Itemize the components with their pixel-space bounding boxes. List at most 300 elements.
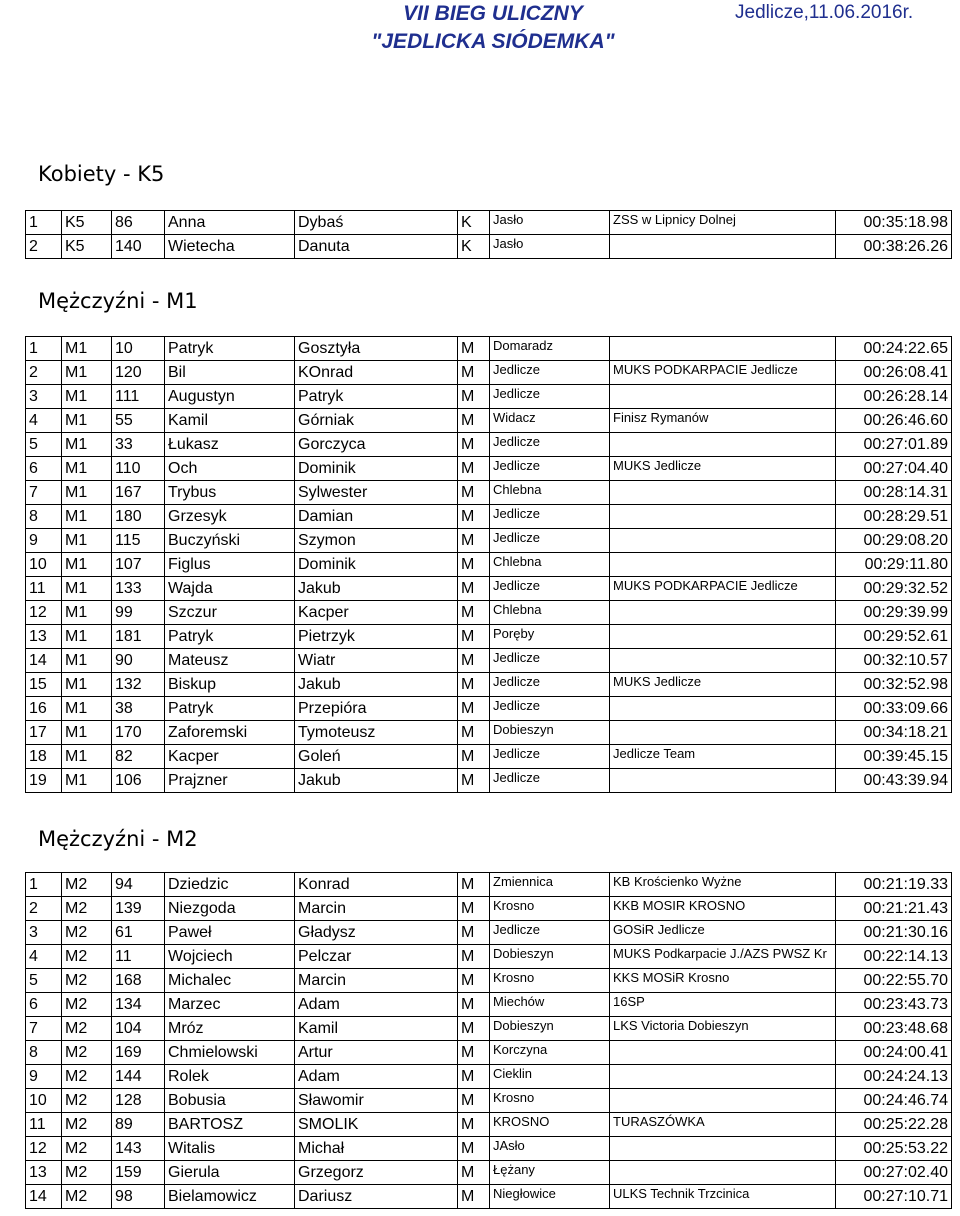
first-name-cell: Witalis [165,1137,295,1161]
time-cell: 00:24:22.65 [836,337,952,361]
city-cell: Cieklin [490,1065,610,1089]
bib-cell: 134 [112,993,165,1017]
club-cell: LKS Victoria Dobieszyn [610,1017,836,1041]
city-cell: Chlebna [490,553,610,577]
city-cell: Jedlicze [490,457,610,481]
bib-cell: 61 [112,921,165,945]
time-cell: 00:33:09.66 [836,697,952,721]
bib-cell: 89 [112,1113,165,1137]
gender-cell: M [458,601,490,625]
gender-cell: M [458,993,490,1017]
last-name-cell: Danuta [295,235,458,259]
gender-cell: M [458,697,490,721]
bib-cell: 98 [112,1185,165,1209]
category-cell: M2 [62,1185,112,1209]
place-cell: 2 [26,235,62,259]
place-cell: 4 [26,945,62,969]
last-name-cell: Jakub [295,673,458,697]
bib-cell: 115 [112,529,165,553]
bib-cell: 33 [112,433,165,457]
last-name-cell: KOnrad [295,361,458,385]
bib-cell: 104 [112,1017,165,1041]
club-cell [610,385,836,409]
bib-cell: 55 [112,409,165,433]
bib-cell: 132 [112,673,165,697]
gender-cell: M [458,945,490,969]
time-cell: 00:28:29.51 [836,505,952,529]
table-row [26,505,952,529]
bib-cell: 107 [112,553,165,577]
first-name-cell: Wojciech [165,945,295,969]
section-title-m1: Mężczyźni - M1 [38,289,198,313]
club-cell [610,697,836,721]
club-cell [610,481,836,505]
bib-cell: 180 [112,505,165,529]
last-name-cell: Wiatr [295,649,458,673]
table-row [26,601,952,625]
category-cell: M1 [62,505,112,529]
time-cell: 00:27:10.71 [836,1185,952,1209]
gender-cell: M [458,1113,490,1137]
gender-cell: M [458,1041,490,1065]
club-cell [610,235,836,259]
city-cell: JAsło [490,1137,610,1161]
table-row [26,481,952,505]
time-cell: 00:21:19.33 [836,873,952,897]
first-name-cell: Buczyński [165,529,295,553]
time-cell: 00:22:14.13 [836,945,952,969]
table-row [26,1065,952,1089]
category-cell: M1 [62,529,112,553]
table-row [26,409,952,433]
first-name-cell: Gierula [165,1161,295,1185]
category-cell: M1 [62,337,112,361]
first-name-cell: Szczur [165,601,295,625]
last-name-cell: Sylwester [295,481,458,505]
first-name-cell: Marzec [165,993,295,1017]
table-row [26,1113,952,1137]
first-name-cell: Bielamowicz [165,1185,295,1209]
last-name-cell: Sławomir [295,1089,458,1113]
last-name-cell: Damian [295,505,458,529]
place-cell: 8 [26,505,62,529]
place-cell: 17 [26,721,62,745]
gender-cell: M [458,553,490,577]
last-name-cell: Dybaś [295,211,458,235]
category-cell: M1 [62,577,112,601]
table-row [26,1137,952,1161]
bib-cell: 168 [112,969,165,993]
bib-cell: 82 [112,745,165,769]
gender-cell: K [458,235,490,259]
category-cell: M1 [62,745,112,769]
time-cell: 00:29:39.99 [836,601,952,625]
gender-cell: M [458,673,490,697]
city-cell: Dobieszyn [490,721,610,745]
city-cell: Zmiennica [490,873,610,897]
place-cell: 1 [26,337,62,361]
table-row [26,721,952,745]
category-cell: M1 [62,361,112,385]
club-cell: TURASZÓWKA [610,1113,836,1137]
last-name-cell: Michał [295,1137,458,1161]
club-cell: KKS MOSiR Krosno [610,969,836,993]
city-cell: Krosno [490,969,610,993]
event-title-line1: VII BIEG ULICZNY [403,2,583,25]
place-cell: 15 [26,673,62,697]
first-name-cell: Łukasz [165,433,295,457]
table-row [26,577,952,601]
table-row [26,529,952,553]
bib-cell: 133 [112,577,165,601]
first-name-cell: Bil [165,361,295,385]
place-cell: 8 [26,1041,62,1065]
place-cell: 7 [26,1017,62,1041]
city-cell: KROSNO [490,1113,610,1137]
bib-cell: 38 [112,697,165,721]
club-cell: MUKS Podkarpacie J./AZS PWSZ Kr [610,945,836,969]
place-cell: 13 [26,1161,62,1185]
bib-cell: 169 [112,1041,165,1065]
last-name-cell: Górniak [295,409,458,433]
event-date: Jedlicze,11.06.2016r. [735,2,914,23]
place-cell: 6 [26,993,62,1017]
place-cell: 19 [26,769,62,793]
category-cell: M1 [62,769,112,793]
gender-cell: M [458,481,490,505]
table-row [26,625,952,649]
last-name-cell: Jakub [295,577,458,601]
last-name-cell: Gosztyła [295,337,458,361]
first-name-cell: Biskup [165,673,295,697]
place-cell: 1 [26,873,62,897]
city-cell: Dobieszyn [490,1017,610,1041]
bib-cell: 99 [112,601,165,625]
city-cell: Jedlicze [490,921,610,945]
category-cell: M2 [62,945,112,969]
bib-cell: 90 [112,649,165,673]
last-name-cell: Grzegorz [295,1161,458,1185]
city-cell: Widacz [490,409,610,433]
category-cell: M2 [62,1017,112,1041]
last-name-cell: Tymoteusz [295,721,458,745]
last-name-cell: Goleń [295,745,458,769]
gender-cell: M [458,409,490,433]
club-cell [610,601,836,625]
city-cell: Korczyna [490,1041,610,1065]
city-cell: Jedlicze [490,649,610,673]
bib-cell: 170 [112,721,165,745]
category-cell: M2 [62,993,112,1017]
club-cell [610,505,836,529]
place-cell: 6 [26,457,62,481]
table-row [26,969,952,993]
club-cell: KB Krościenko Wyżne [610,873,836,897]
place-cell: 3 [26,921,62,945]
place-cell: 5 [26,433,62,457]
category-cell: M2 [62,921,112,945]
bib-cell: 139 [112,897,165,921]
time-cell: 00:32:52.98 [836,673,952,697]
time-cell: 00:24:24.13 [836,1065,952,1089]
category-cell: K5 [62,211,112,235]
event-title-line2: "JEDLICKA SIÓDEMKA" [371,30,615,53]
place-cell: 7 [26,481,62,505]
first-name-cell: Figlus [165,553,295,577]
category-cell: M1 [62,721,112,745]
last-name-cell: Adam [295,1065,458,1089]
bib-cell: 120 [112,361,165,385]
last-name-cell: Kamil [295,1017,458,1041]
place-cell: 12 [26,1137,62,1161]
place-cell: 2 [26,361,62,385]
category-cell: M2 [62,1065,112,1089]
club-cell [610,553,836,577]
city-cell: Jasło [490,235,610,259]
club-cell [610,433,836,457]
category-cell: M2 [62,1041,112,1065]
club-cell: ZSS w Lipnicy Dolnej [610,211,836,235]
category-cell: M2 [62,1161,112,1185]
last-name-cell: Dominik [295,457,458,481]
first-name-cell: Patryk [165,337,295,361]
city-cell: Domaradz [490,337,610,361]
city-cell: Jedlicze [490,673,610,697]
gender-cell: M [458,649,490,673]
city-cell: Chlebna [490,601,610,625]
table-row [26,361,952,385]
city-cell: Miechów [490,993,610,1017]
table-row [26,697,952,721]
last-name-cell: Patryk [295,385,458,409]
bib-cell: 181 [112,625,165,649]
table-row [26,993,952,1017]
category-cell: M1 [62,697,112,721]
time-cell: 00:27:01.89 [836,433,952,457]
table-row [26,1017,952,1041]
section-title-k5: Kobiety - K5 [38,162,165,186]
time-cell: 00:29:11.80 [836,553,952,577]
first-name-cell: Patryk [165,697,295,721]
category-cell: M2 [62,873,112,897]
table-row [26,745,952,769]
place-cell: 14 [26,1185,62,1209]
category-cell: M1 [62,673,112,697]
category-cell: M1 [62,457,112,481]
last-name-cell: Dariusz [295,1185,458,1209]
city-cell: Jedlicze [490,385,610,409]
category-cell: M1 [62,601,112,625]
city-cell: Jedlicze [490,577,610,601]
results-table-m1 [25,336,952,793]
club-cell: Jedlicze Team [610,745,836,769]
place-cell: 2 [26,897,62,921]
city-cell: Krosno [490,897,610,921]
time-cell: 00:23:48.68 [836,1017,952,1041]
last-name-cell: Adam [295,993,458,1017]
last-name-cell: Marcin [295,969,458,993]
last-name-cell: Marcin [295,897,458,921]
club-cell: GOSiR Jedlicze [610,921,836,945]
bib-cell: 128 [112,1089,165,1113]
bib-cell: 106 [112,769,165,793]
place-cell: 1 [26,211,62,235]
club-cell [610,1065,836,1089]
first-name-cell: Zaforemski [165,721,295,745]
time-cell: 00:29:32.52 [836,577,952,601]
table-row [26,897,952,921]
city-cell: Niegłowice [490,1185,610,1209]
gender-cell: M [458,385,490,409]
first-name-cell: BARTOSZ [165,1113,295,1137]
table-row [26,1161,952,1185]
first-name-cell: Anna [165,211,295,235]
gender-cell: M [458,577,490,601]
club-cell: KKB MOSIR KROSNO [610,897,836,921]
place-cell: 9 [26,529,62,553]
last-name-cell: Kacper [295,601,458,625]
first-name-cell: Bobusia [165,1089,295,1113]
club-cell [610,1089,836,1113]
club-cell: MUKS PODKARPACIE Jedlicze [610,361,836,385]
table-row [26,921,952,945]
first-name-cell: Chmielowski [165,1041,295,1065]
time-cell: 00:38:26.26 [836,235,952,259]
gender-cell: M [458,433,490,457]
last-name-cell: Szymon [295,529,458,553]
last-name-cell: Jakub [295,769,458,793]
gender-cell: M [458,897,490,921]
gender-cell: M [458,873,490,897]
gender-cell: M [458,1017,490,1041]
bib-cell: 144 [112,1065,165,1089]
club-cell: MUKS PODKARPACIE Jedlicze [610,577,836,601]
time-cell: 00:27:02.40 [836,1161,952,1185]
time-cell: 00:29:08.20 [836,529,952,553]
table-row [26,211,952,235]
first-name-cell: Paweł [165,921,295,945]
table-row [26,337,952,361]
first-name-cell: Michalec [165,969,295,993]
table-row [26,873,952,897]
last-name-cell: Przepióra [295,697,458,721]
place-cell: 4 [26,409,62,433]
time-cell: 00:25:53.22 [836,1137,952,1161]
city-cell: Krosno [490,1089,610,1113]
club-cell [610,721,836,745]
city-cell: Jedlicze [490,433,610,457]
table-row [26,1041,952,1065]
first-name-cell: Kacper [165,745,295,769]
first-name-cell: Wajda [165,577,295,601]
table-row [26,649,952,673]
club-cell: 16SP [610,993,836,1017]
first-name-cell: Wietecha [165,235,295,259]
place-cell: 13 [26,625,62,649]
city-cell: Jedlicze [490,361,610,385]
time-cell: 00:25:22.28 [836,1113,952,1137]
club-cell: ULKS Technik Trzcinica [610,1185,836,1209]
table-row [26,769,952,793]
bib-cell: 143 [112,1137,165,1161]
table-row [26,945,952,969]
place-cell: 18 [26,745,62,769]
last-name-cell: SMOLIK [295,1113,458,1137]
gender-cell: M [458,1065,490,1089]
club-cell: MUKS Jedlicze [610,457,836,481]
city-cell: Jedlicze [490,697,610,721]
last-name-cell: Dominik [295,553,458,577]
place-cell: 16 [26,697,62,721]
last-name-cell: Gorczyca [295,433,458,457]
first-name-cell: Kamil [165,409,295,433]
time-cell: 00:21:21.43 [836,897,952,921]
time-cell: 00:29:52.61 [836,625,952,649]
city-cell: Jedlicze [490,529,610,553]
club-cell [610,1041,836,1065]
city-cell: Jedlicze [490,745,610,769]
time-cell: 00:32:10.57 [836,649,952,673]
time-cell: 00:28:14.31 [836,481,952,505]
bib-cell: 86 [112,211,165,235]
club-cell [610,769,836,793]
gender-cell: M [458,921,490,945]
club-cell [610,1137,836,1161]
place-cell: 3 [26,385,62,409]
gender-cell: M [458,625,490,649]
category-cell: M1 [62,481,112,505]
table-row [26,457,952,481]
table-row [26,1185,952,1209]
place-cell: 9 [26,1065,62,1089]
place-cell: 5 [26,969,62,993]
last-name-cell: Konrad [295,873,458,897]
first-name-cell: Trybus [165,481,295,505]
first-name-cell: Rolek [165,1065,295,1089]
category-cell: M1 [62,553,112,577]
category-cell: M1 [62,433,112,457]
category-cell: M2 [62,1089,112,1113]
table-row [26,1089,952,1113]
time-cell: 00:26:46.60 [836,409,952,433]
table-row [26,235,952,259]
time-cell: 00:27:04.40 [836,457,952,481]
results-table-m2 [25,872,952,1209]
section-title-m2: Mężczyźni - M2 [38,827,198,851]
table-row [26,553,952,577]
gender-cell: M [458,969,490,993]
category-cell: M1 [62,625,112,649]
time-cell: 00:43:39.94 [836,769,952,793]
time-cell: 00:39:45.15 [836,745,952,769]
bib-cell: 167 [112,481,165,505]
gender-cell: M [458,721,490,745]
category-cell: M2 [62,969,112,993]
last-name-cell: Artur [295,1041,458,1065]
bib-cell: 10 [112,337,165,361]
gender-cell: M [458,1185,490,1209]
time-cell: 00:24:00.41 [836,1041,952,1065]
category-cell: K5 [62,235,112,259]
time-cell: 00:26:28.14 [836,385,952,409]
first-name-cell: Patryk [165,625,295,649]
club-cell [610,337,836,361]
bib-cell: 140 [112,235,165,259]
time-cell: 00:24:46.74 [836,1089,952,1113]
gender-cell: M [458,1137,490,1161]
gender-cell: M [458,769,490,793]
club-cell [610,649,836,673]
